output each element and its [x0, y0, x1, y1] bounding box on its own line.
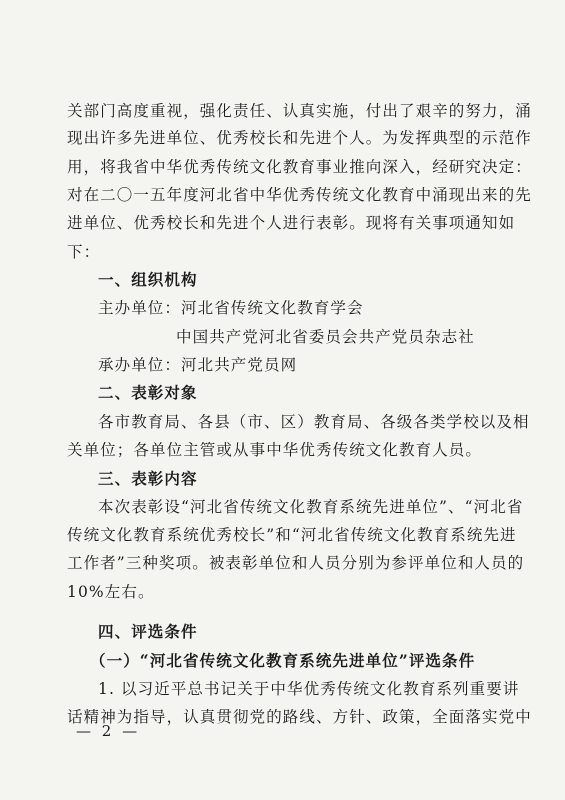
paragraph-line: 下：: [67, 243, 101, 261]
paragraph-line: 传统文化教育系统优秀校长”和“河北省传统文化教育系统先进: [67, 526, 517, 544]
organizer-unit-line: 承办单位：河北共产党员网: [98, 356, 298, 374]
page-number: — 2 —: [76, 722, 141, 740]
paragraph-line: 用，将我省中华优秀传统文化教育事业推向深入，经研究决定：: [67, 158, 532, 176]
paragraph-line: 对在二〇一五年度河北省中华优秀传统文化教育中涌现出来的先: [67, 186, 532, 204]
paragraph-line: 话精神为指导，认真贯彻党的路线、方针、政策，全面落实党中: [67, 708, 532, 726]
paragraph-line: 本次表彰设“河北省传统文化教育系统先进单位”、“河北省: [98, 498, 524, 516]
paragraph-line: 现出许多先进单位、优秀校长和先进个人。为发挥典型的示范作: [67, 129, 532, 147]
section-heading-targets: 二、表彰对象: [98, 383, 198, 402]
paragraph-line: 关单位；各单位主管或从事中华优秀传统文化教育人员。: [67, 441, 483, 459]
section-heading-organization: 一、组织机构: [98, 270, 198, 289]
paragraph-line: 进单位、优秀校长和先进个人进行表彰。现将有关事项通知如: [67, 214, 516, 232]
paragraph-line: 1. 以习近平总书记关于中华优秀传统文化教育系列重要讲: [98, 680, 520, 698]
paragraph-line: 工作者”三种奖项。被表彰单位和人员分别为参评单位和人员的: [67, 554, 525, 572]
section-heading-content: 三、表彰内容: [98, 469, 198, 488]
host-unit-second: 中国共产党河北省委员会共产党员杂志社: [176, 328, 475, 346]
host-unit-line: 主办单位：河北省传统文化教育学会: [98, 299, 364, 317]
paragraph-line: 各市教育局、各县（市、区）教育局、各级各类学校以及相: [98, 413, 530, 431]
paragraph-line: 10%左右。: [67, 583, 155, 601]
section-heading-criteria: 四、评选条件: [98, 622, 198, 641]
paragraph-line: 关部门高度重视，强化责任、认真实施，付出了艰辛的努力，涌: [67, 102, 532, 120]
subsection-heading: （一）“河北省传统文化教育系统先进单位”评选条件: [90, 651, 476, 670]
